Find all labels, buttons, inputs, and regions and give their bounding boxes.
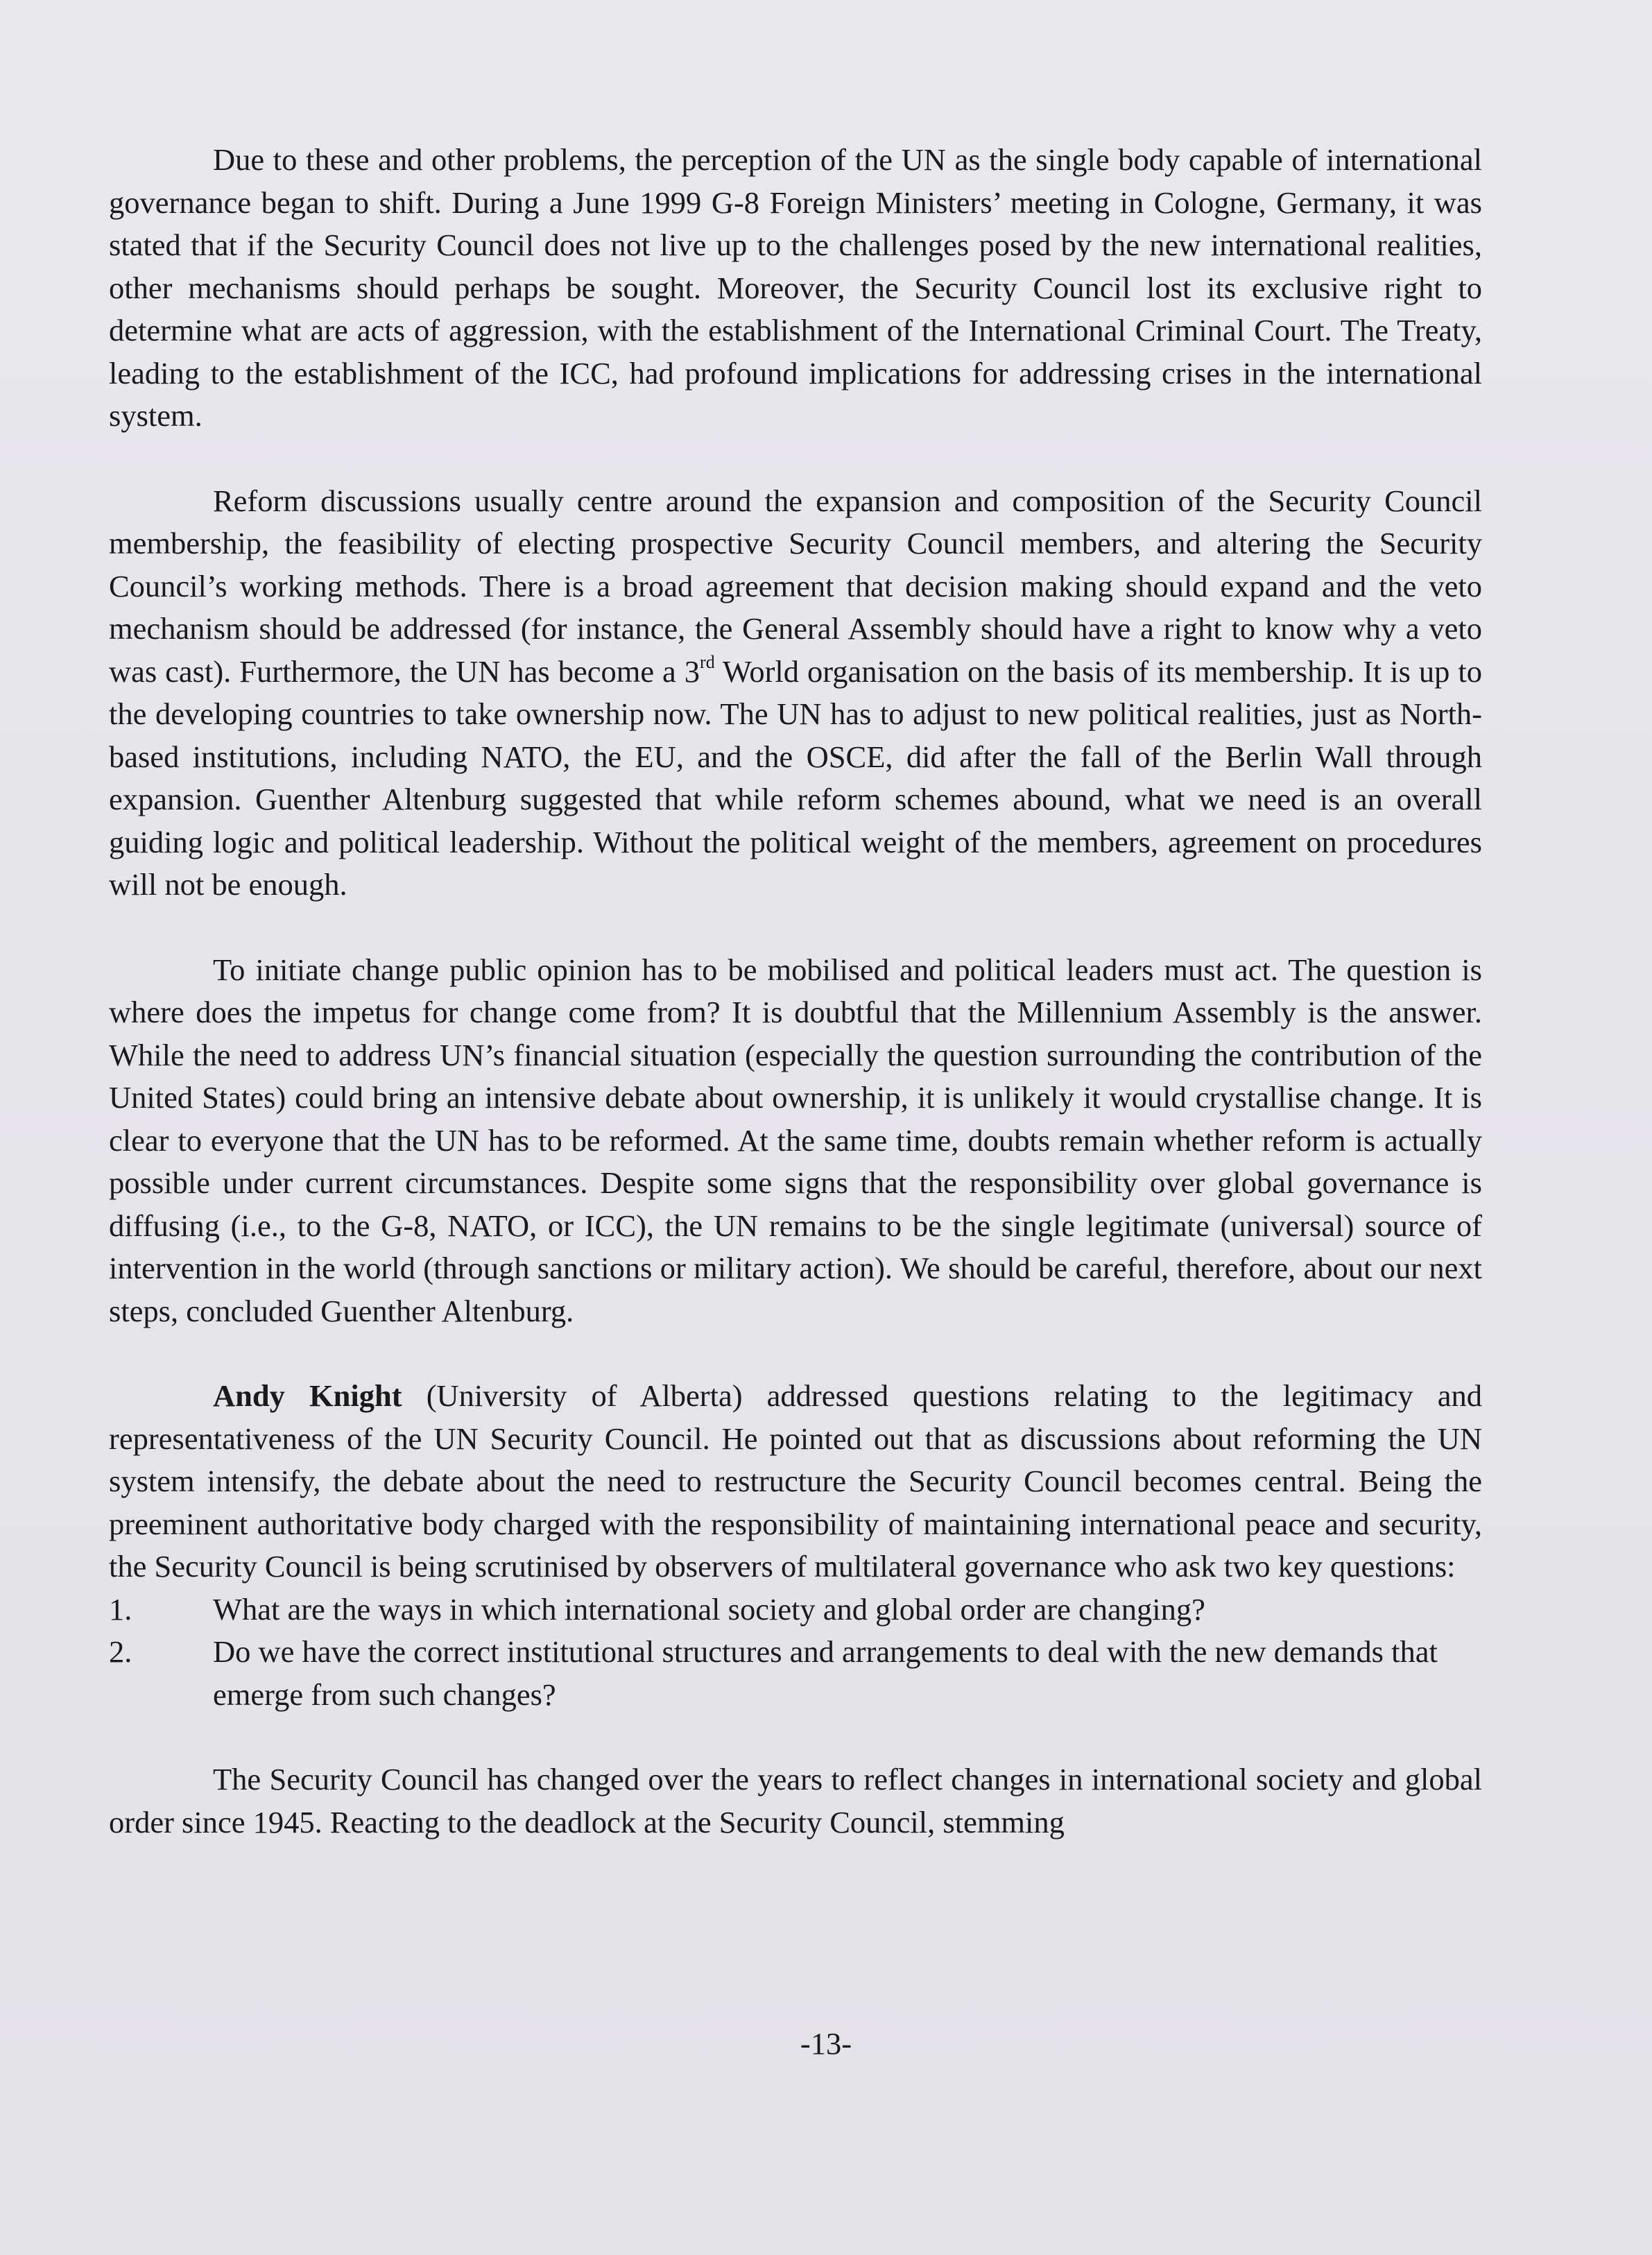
- paragraph-text: The Security Council has changed over the years to reflect changes in international society and global order since 1945. Reacting to the deadlock at the Security Council, stemming: [109, 1762, 1482, 1840]
- paragraph-security-council-changes: [109, 1758, 1482, 1844]
- list-item-number: 2.: [109, 1634, 132, 1669]
- paragraph-andy-knight: [109, 1375, 1482, 1588]
- page-body: [109, 139, 1482, 1886]
- ordinal-number: 3: [684, 653, 700, 689]
- list-item-text: Do we have the correct institutional structures and arrangements to deal with the new demands that emerge from such changes?: [213, 1634, 1438, 1712]
- paragraph-text: To initiate change public opinion has to be mobilised and political leaders must act. The question is where does the impetus for change come from? It is doubtful that the Millennium Assembly is the answer. While the need to address UN’s financial situation (especially the question surrounding the contribution of the United States) could bring an intensive debate about ownership, it is unlikely it would crystallise change. It is clear to everyone that the UN has to be reformed. At the same time, doubts remain whether reform is actually possible under current circumstances. Despite some signs that the responsibility over global governance is diffusing (i.e., to the G-8, NATO, or ICC), the UN remains to be the single legitimate (universal) source of intervention in the world (through sanctions or military action). We should be careful, therefore, about our next steps, concluded Guenther Altenburg.: [109, 952, 1482, 1328]
- paragraph-reform-discussions: [109, 480, 1482, 907]
- paragraph-text: Reform discussions usually centre around the expansion and composition of the Security Council membership, the feasibility of electing prospective Security Council members, and altering the Security Council’s working methods. There is a broad agreement that decision making should expand and the veto mechanism should be addressed (for instance, the General Assembly should have a right to know why a veto was cast). Furthermore, the UN has become a: [109, 483, 1482, 689]
- list-item-number: 1.: [109, 1591, 132, 1627]
- list-item-text: What are the ways in which international society and global order are changing?: [213, 1591, 1205, 1627]
- list-item: [109, 1631, 1482, 1716]
- paragraph-text-continued: World organisation on the basis of its membership. It is up to the developing countries to take ownership now. The UN has to adjust to new political realities, just as North-based institutions, including NATO, the EU, and the OSCE, did after the fall of the Berlin Wall through expansion. Guenther Altenburg suggested that while reform schemes abound, what we need is an overall guiding logic and political leadership. Without the political weight of the members, agreement on procedures will not be enough.: [109, 653, 1482, 902]
- page-number: -13-: [800, 2026, 852, 2061]
- key-questions-list: [109, 1588, 1482, 1717]
- paragraph-text: (University of Alberta) addressed questions relating to the legitimacy and representativeness of the UN Security Council. He pointed out that as discussions about reforming the UN system intensify, the debate about the need to restructure the Security Council becomes central. Being the preeminent authoritative body charged with the responsibility of maintaining international peace and security, the Security Council is being scrutinised by observers of multilateral governance who ask two key questions:: [109, 1378, 1482, 1584]
- list-item: [109, 1588, 1482, 1631]
- speaker-name: Andy Knight: [213, 1378, 402, 1413]
- paragraph-text: Due to these and other problems, the perception of the UN as the single body capable of international governance began to shift. During a June 1999 G-8 Foreign Ministers’ meeting in Cologne, Germany, it was stated that if the Security Council does not live up to the challenges posed by the new international realities, other mechanisms should perhaps be sought. Moreover, the Security Council lost its exclusive right to determine what are acts of aggression, with the establishment of the International Criminal Court. The Treaty, leading to the establishment of the ICC, had profound implications for addressing crises in the international system.: [109, 142, 1482, 433]
- paragraph-initiate-change: [109, 949, 1482, 1333]
- ordinal-suffix: rd: [700, 651, 715, 672]
- paragraph-un-perception: [109, 139, 1482, 438]
